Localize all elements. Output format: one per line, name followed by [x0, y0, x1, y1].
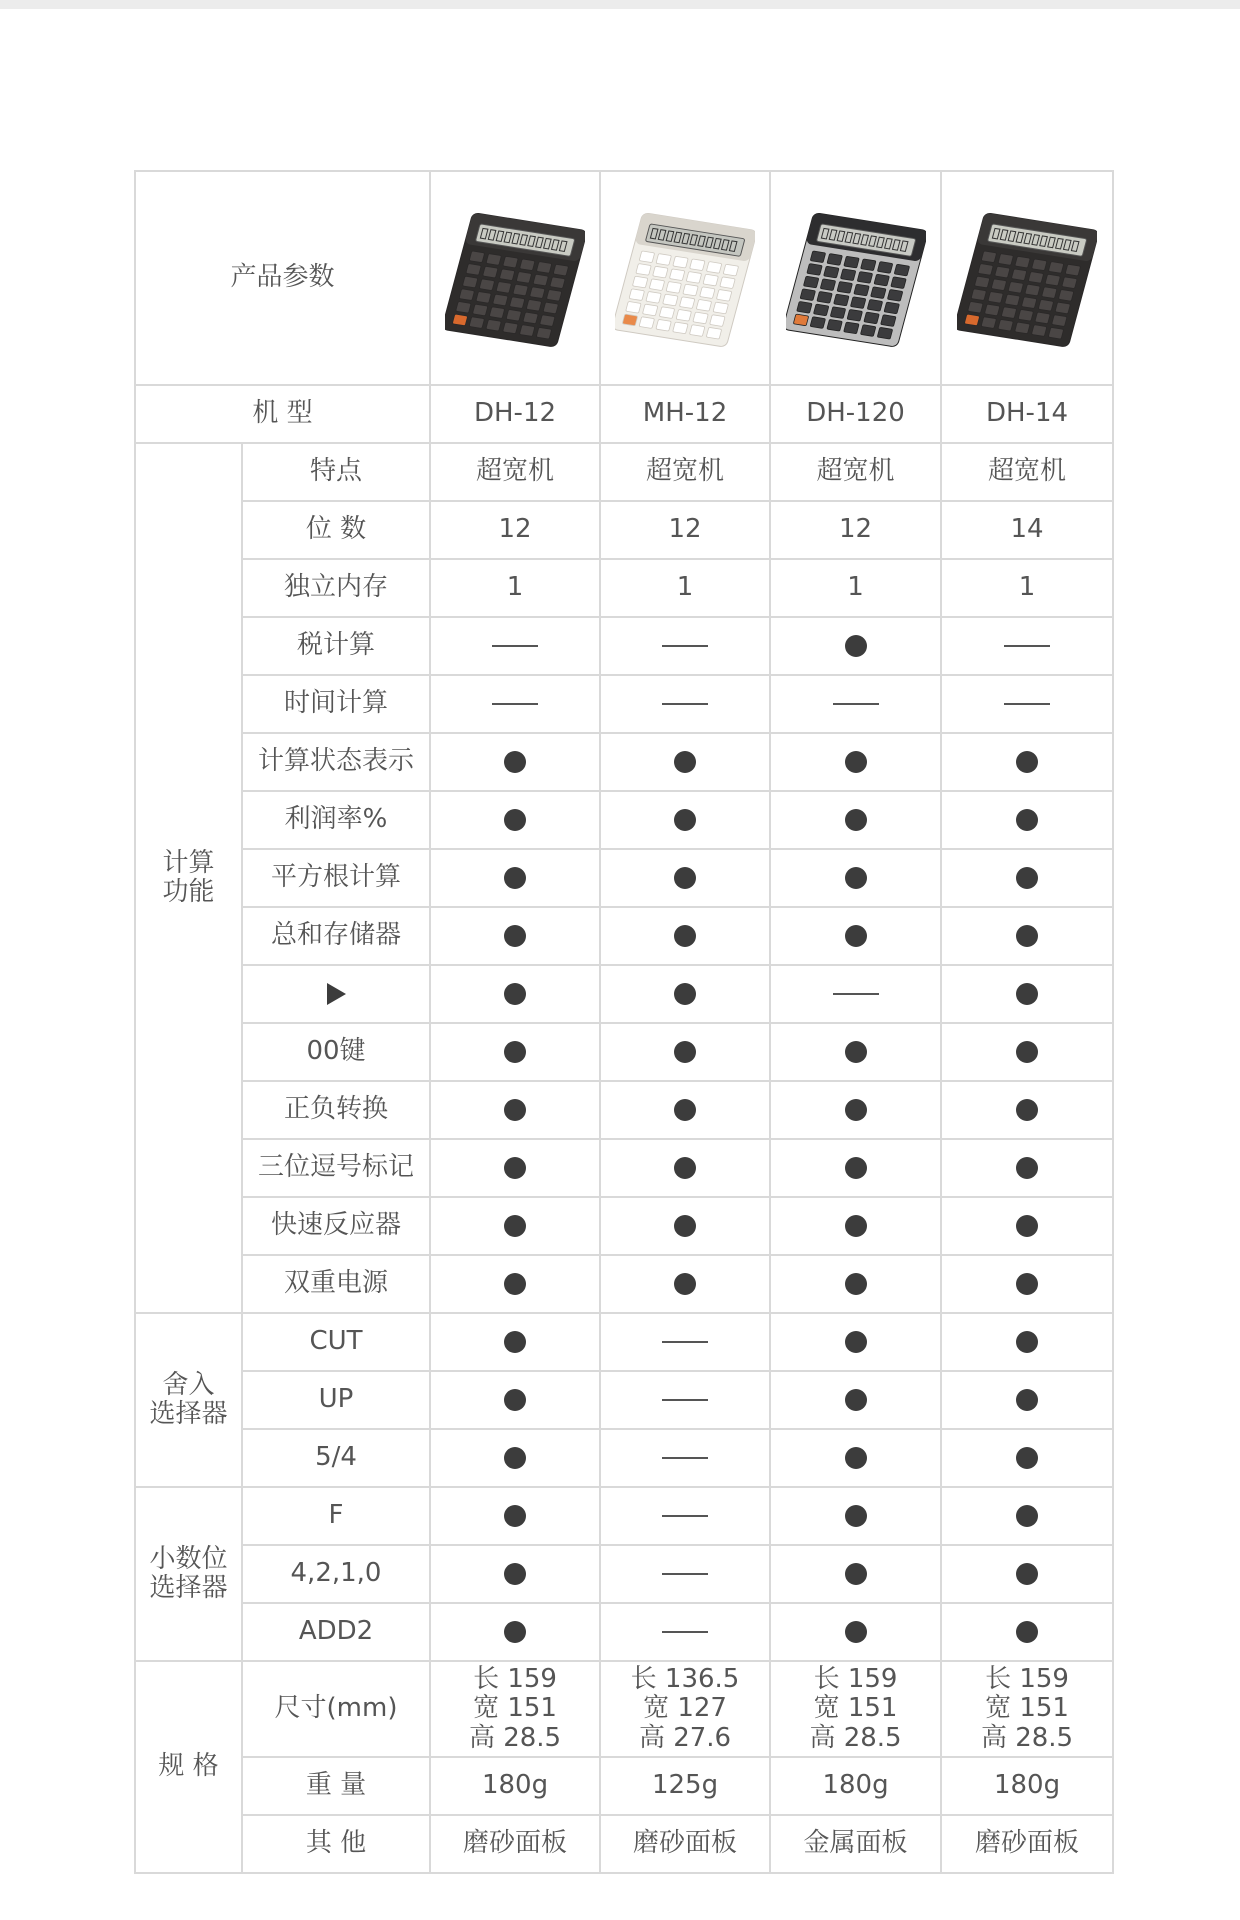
feature-label: UP	[242, 1371, 430, 1429]
spec-cell	[430, 1545, 600, 1603]
spec-cell	[430, 791, 600, 849]
spec-cell	[600, 1255, 770, 1313]
spec-cell: 超宽机	[941, 443, 1113, 501]
not-supported-dash-icon	[1004, 703, 1050, 705]
spec-cell	[600, 1081, 770, 1139]
supported-dot-icon	[845, 1331, 867, 1353]
spec-cell	[941, 617, 1113, 675]
dimension-line: 宽 151	[473, 1693, 557, 1724]
spec-row	[135, 1081, 1113, 1139]
spec-cell	[430, 1313, 600, 1371]
feature-label: 4,2,1,0	[242, 1545, 430, 1603]
spec-row	[135, 849, 1113, 907]
spec-cell: 1	[770, 559, 941, 617]
play-triangle-icon	[327, 983, 346, 1005]
group-label	[135, 1487, 242, 1661]
supported-dot-icon	[1016, 925, 1038, 947]
spec-cell	[430, 1197, 600, 1255]
supported-dot-icon	[1016, 1331, 1038, 1353]
supported-dot-icon	[1016, 1447, 1038, 1469]
calculator-icon	[786, 208, 926, 348]
spec-row	[135, 1429, 1113, 1487]
spec-table	[134, 170, 1114, 1874]
calculator-image-2	[770, 171, 941, 385]
not-supported-dash-icon	[1004, 645, 1050, 647]
feature-label	[242, 965, 430, 1023]
model-row	[135, 385, 1113, 443]
spec-row	[135, 1197, 1113, 1255]
supported-dot-icon	[504, 1389, 526, 1411]
supported-dot-icon	[1016, 1041, 1038, 1063]
not-supported-dash-icon	[662, 1399, 708, 1401]
supported-dot-icon	[674, 925, 696, 947]
spec-cell	[770, 1487, 941, 1545]
spec-cell	[430, 1661, 600, 1757]
spec-cell	[600, 1023, 770, 1081]
feature-label: 时间计算	[242, 675, 430, 733]
dimension-line: 宽 127	[643, 1693, 727, 1724]
model-name: MH-12	[600, 385, 770, 443]
spec-cell	[600, 1429, 770, 1487]
group-label	[135, 1661, 242, 1873]
spec-cell: 180g	[430, 1757, 600, 1815]
spec-cell: 14	[941, 501, 1113, 559]
supported-dot-icon	[504, 1215, 526, 1237]
table-title: 产品参数	[135, 171, 430, 385]
spec-cell	[600, 965, 770, 1023]
supported-dot-icon	[1016, 1505, 1038, 1527]
spec-cell	[770, 1603, 941, 1661]
supported-dot-icon	[504, 1331, 526, 1353]
spec-cell	[430, 965, 600, 1023]
not-supported-dash-icon	[662, 1341, 708, 1343]
spec-cell	[600, 1139, 770, 1197]
spec-cell: 磨砂面板	[941, 1815, 1113, 1873]
supported-dot-icon	[845, 1389, 867, 1411]
group-label	[135, 1313, 242, 1487]
spec-cell	[600, 733, 770, 791]
dimension-line: 长 136.5	[630, 1664, 740, 1695]
spec-cell	[600, 791, 770, 849]
feature-label: 正负转换	[242, 1081, 430, 1139]
supported-dot-icon	[504, 1563, 526, 1585]
spec-cell	[430, 1023, 600, 1081]
not-supported-dash-icon	[833, 703, 879, 705]
spec-cell	[430, 907, 600, 965]
supported-dot-icon	[845, 751, 867, 773]
group-label-line: 舍入	[162, 1369, 215, 1400]
spec-cell	[430, 1139, 600, 1197]
spec-cell	[941, 849, 1113, 907]
feature-label: 双重电源	[242, 1255, 430, 1313]
spec-cell	[941, 1023, 1113, 1081]
spec-cell	[770, 1371, 941, 1429]
spec-cell: 12	[430, 501, 600, 559]
supported-dot-icon	[1016, 1273, 1038, 1295]
feature-label: 尺寸(mm)	[242, 1661, 430, 1757]
spec-cell	[600, 907, 770, 965]
dimension-line: 高 27.6	[638, 1722, 732, 1753]
model-label: 机 型	[135, 385, 430, 443]
spec-cell	[770, 733, 941, 791]
spec-cell	[430, 1429, 600, 1487]
spec-row	[135, 559, 1113, 617]
spec-cell: 12	[600, 501, 770, 559]
spec-cell: 金属面板	[770, 1815, 941, 1873]
spec-cell	[430, 675, 600, 733]
spec-row	[135, 1545, 1113, 1603]
feature-label: CUT	[242, 1313, 430, 1371]
group-label-line: 功能	[162, 877, 215, 907]
dimension-line: 高 28.5	[468, 1722, 562, 1753]
spec-cell	[941, 1139, 1113, 1197]
spec-cell	[770, 965, 941, 1023]
spec-cell	[600, 1487, 770, 1545]
spec-cell	[770, 1197, 941, 1255]
spec-cell	[600, 1545, 770, 1603]
spec-cell	[600, 1603, 770, 1661]
supported-dot-icon	[1016, 1099, 1038, 1121]
spec-cell	[430, 617, 600, 675]
spec-cell	[941, 733, 1113, 791]
supported-dot-icon	[845, 809, 867, 831]
spec-cell	[770, 907, 941, 965]
supported-dot-icon	[674, 1273, 696, 1295]
feature-label: 税计算	[242, 617, 430, 675]
spec-row	[135, 1139, 1113, 1197]
spec-cell: 180g	[770, 1757, 941, 1815]
feature-label: 00键	[242, 1023, 430, 1081]
spec-cell	[430, 1081, 600, 1139]
feature-label: 位 数	[242, 501, 430, 559]
feature-label: 独立内存	[242, 559, 430, 617]
feature-label: 重 量	[242, 1757, 430, 1815]
spec-cell	[600, 1661, 770, 1757]
spec-row	[135, 1487, 1113, 1545]
dimension-line: 长 159	[813, 1664, 898, 1695]
feature-label: 利润率%	[242, 791, 430, 849]
calculator-icon	[615, 208, 755, 348]
spec-cell	[430, 849, 600, 907]
supported-dot-icon	[1016, 1563, 1038, 1585]
supported-dot-icon	[504, 867, 526, 889]
supported-dot-icon	[1016, 1157, 1038, 1179]
supported-dot-icon	[504, 1273, 526, 1295]
not-supported-dash-icon	[662, 1631, 708, 1633]
header-image-row	[135, 171, 1113, 385]
spec-cell: 超宽机	[430, 443, 600, 501]
supported-dot-icon	[674, 983, 696, 1005]
group-label	[135, 443, 242, 1313]
feature-label: F	[242, 1487, 430, 1545]
spec-cell	[770, 791, 941, 849]
spec-row	[135, 1023, 1113, 1081]
supported-dot-icon	[1016, 983, 1038, 1005]
not-supported-dash-icon	[662, 645, 708, 647]
group-label-line: 规 格	[158, 1751, 219, 1782]
feature-label: 总和存储器	[242, 907, 430, 965]
spec-cell	[600, 849, 770, 907]
dimension-line: 高 28.5	[980, 1722, 1074, 1753]
calculator-image-0	[430, 171, 600, 385]
top-strip	[0, 0, 1240, 9]
dimension-line: 长 159	[985, 1664, 1069, 1695]
spec-cell	[600, 1197, 770, 1255]
calculator-icon	[957, 208, 1097, 348]
spec-row	[135, 617, 1113, 675]
supported-dot-icon	[504, 925, 526, 947]
calculator-icon	[445, 208, 585, 348]
spec-cell: 磨砂面板	[430, 1815, 600, 1873]
supported-dot-icon	[845, 1041, 867, 1063]
supported-dot-icon	[845, 867, 867, 889]
spec-cell	[770, 1255, 941, 1313]
spec-cell	[941, 1603, 1113, 1661]
spec-cell	[770, 849, 941, 907]
spec-cell	[770, 1313, 941, 1371]
supported-dot-icon	[674, 1099, 696, 1121]
supported-dot-icon	[504, 1447, 526, 1469]
not-supported-dash-icon	[662, 1573, 708, 1575]
supported-dot-icon	[504, 1505, 526, 1527]
spec-row	[135, 791, 1113, 849]
spec-cell	[430, 1371, 600, 1429]
dimension-line: 长 159	[473, 1664, 557, 1695]
supported-dot-icon	[504, 1157, 526, 1179]
spec-row	[135, 1757, 1113, 1815]
feature-label: 5/4	[242, 1429, 430, 1487]
spec-row	[135, 1313, 1113, 1371]
spec-row	[135, 501, 1113, 559]
spec-row	[135, 733, 1113, 791]
spec-row	[135, 1815, 1113, 1873]
supported-dot-icon	[845, 925, 867, 947]
spec-cell: 180g	[941, 1757, 1113, 1815]
supported-dot-icon	[674, 809, 696, 831]
supported-dot-icon	[504, 1041, 526, 1063]
spec-row	[135, 1603, 1113, 1661]
supported-dot-icon	[504, 983, 526, 1005]
spec-cell	[770, 1429, 941, 1487]
spec-row	[135, 1371, 1113, 1429]
spec-cell	[941, 791, 1113, 849]
not-supported-dash-icon	[492, 645, 538, 647]
spec-cell	[941, 1661, 1113, 1757]
spec-cell	[770, 1139, 941, 1197]
group-label-line: 计算	[162, 847, 215, 878]
spec-cell	[941, 1255, 1113, 1313]
supported-dot-icon	[845, 1099, 867, 1121]
not-supported-dash-icon	[662, 1515, 708, 1517]
spec-cell: 磨砂面板	[600, 1815, 770, 1873]
not-supported-dash-icon	[662, 1457, 708, 1459]
spec-cell	[941, 907, 1113, 965]
dimension-line: 高 28.5	[809, 1722, 902, 1753]
model-name: DH-120	[770, 385, 941, 443]
spec-cell	[770, 1023, 941, 1081]
supported-dot-icon	[1016, 1389, 1038, 1411]
spec-row	[135, 443, 1113, 501]
supported-dot-icon	[504, 1099, 526, 1121]
dimension-line: 宽 151	[813, 1693, 898, 1724]
not-supported-dash-icon	[833, 993, 879, 995]
spec-cell	[770, 1081, 941, 1139]
not-supported-dash-icon	[492, 703, 538, 705]
spec-row	[135, 965, 1113, 1023]
supported-dot-icon	[1016, 809, 1038, 831]
feature-label: 平方根计算	[242, 849, 430, 907]
spec-cell: 1	[600, 559, 770, 617]
spec-cell	[600, 1313, 770, 1371]
supported-dot-icon	[845, 1563, 867, 1585]
spec-row	[135, 907, 1113, 965]
supported-dot-icon	[674, 1041, 696, 1063]
group-label-line: 选择器	[149, 1573, 228, 1603]
model-name: DH-12	[430, 385, 600, 443]
spec-cell	[770, 675, 941, 733]
supported-dot-icon	[845, 1273, 867, 1295]
spec-cell	[430, 733, 600, 791]
spec-cell	[430, 1255, 600, 1313]
feature-label: ADD2	[242, 1603, 430, 1661]
spec-cell: 1	[430, 559, 600, 617]
model-name: DH-14	[941, 385, 1113, 443]
spec-cell	[770, 617, 941, 675]
spec-row	[135, 1255, 1113, 1313]
spec-cell	[941, 1313, 1113, 1371]
calculator-image-1	[600, 171, 770, 385]
spec-cell	[770, 1545, 941, 1603]
spec-cell	[941, 675, 1113, 733]
supported-dot-icon	[845, 635, 867, 657]
spec-row	[135, 1661, 1113, 1757]
supported-dot-icon	[845, 1621, 867, 1643]
supported-dot-icon	[845, 1157, 867, 1179]
supported-dot-icon	[674, 1215, 696, 1237]
spec-cell: 125g	[600, 1757, 770, 1815]
calculator-image-3	[941, 171, 1113, 385]
supported-dot-icon	[1016, 1215, 1038, 1237]
spec-cell	[941, 1429, 1113, 1487]
supported-dot-icon	[674, 751, 696, 773]
spec-cell: 超宽机	[770, 443, 941, 501]
spec-cell	[600, 1371, 770, 1429]
spec-cell: 12	[770, 501, 941, 559]
supported-dot-icon	[1016, 1621, 1038, 1643]
supported-dot-icon	[674, 1157, 696, 1179]
supported-dot-icon	[1016, 751, 1038, 773]
spec-cell	[941, 1371, 1113, 1429]
supported-dot-icon	[1016, 867, 1038, 889]
supported-dot-icon	[845, 1447, 867, 1469]
feature-label: 三位逗号标记	[242, 1139, 430, 1197]
supported-dot-icon	[504, 751, 526, 773]
spec-cell	[600, 617, 770, 675]
supported-dot-icon	[845, 1215, 867, 1237]
supported-dot-icon	[504, 1621, 526, 1643]
not-supported-dash-icon	[662, 703, 708, 705]
supported-dot-icon	[845, 1505, 867, 1527]
supported-dot-icon	[674, 867, 696, 889]
spec-cell	[770, 1661, 941, 1757]
spec-cell	[430, 1487, 600, 1545]
spec-cell	[941, 1545, 1113, 1603]
spec-cell: 1	[941, 559, 1113, 617]
feature-label: 其 他	[242, 1815, 430, 1873]
dimension-line: 宽 151	[985, 1693, 1069, 1724]
spec-cell	[941, 965, 1113, 1023]
supported-dot-icon	[504, 809, 526, 831]
feature-label: 快速反应器	[242, 1197, 430, 1255]
spec-cell	[941, 1487, 1113, 1545]
spec-cell	[430, 1603, 600, 1661]
spec-row	[135, 675, 1113, 733]
group-label-line: 选择器	[149, 1399, 228, 1429]
spec-cell: 超宽机	[600, 443, 770, 501]
spec-cell	[941, 1081, 1113, 1139]
feature-label: 计算状态表示	[242, 733, 430, 791]
group-label-line: 小数位	[149, 1543, 228, 1574]
feature-label: 特点	[242, 443, 430, 501]
spec-cell	[941, 1197, 1113, 1255]
spec-cell	[600, 675, 770, 733]
